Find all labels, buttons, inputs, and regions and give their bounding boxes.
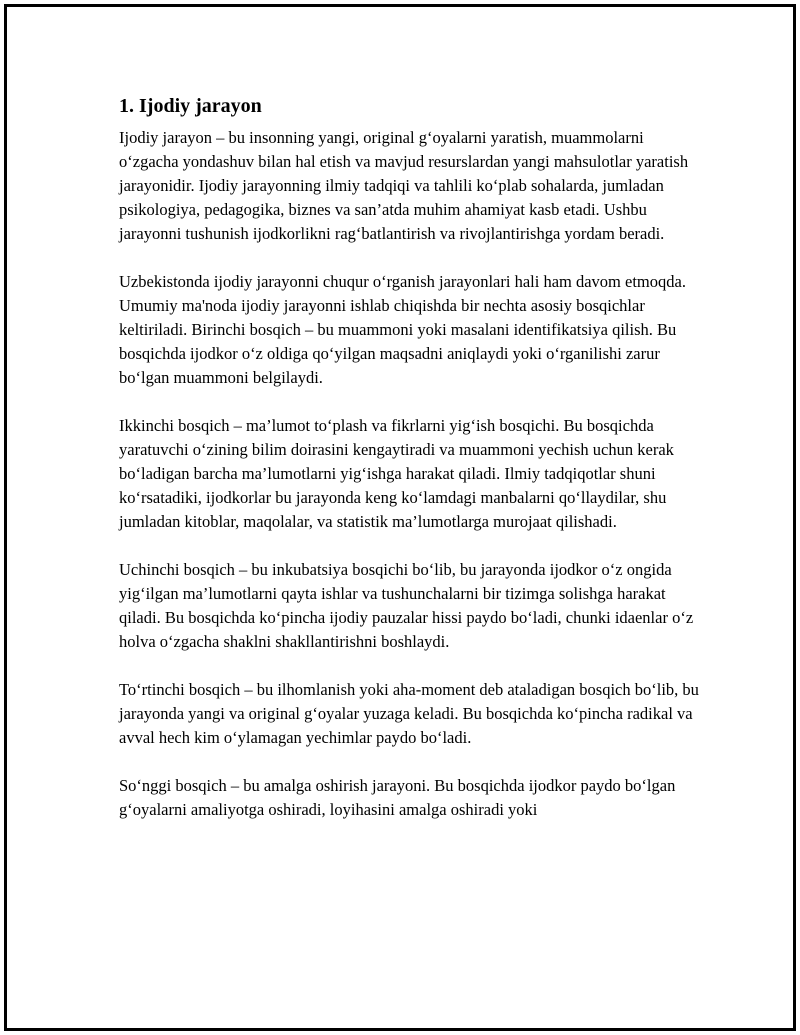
- section-title: 1. Ijodiy jarayon: [119, 95, 262, 117]
- paragraph-4: Uchinchi bosqich – bu inkubatsiya bosqichi bo‘lib, bu jarayonda ijodkor o‘z ongida yig‘ilgan ma’lumotlarni qayta ishlar va tushunchalarni bir tizimga solishga harakat qiladi. Bu bosqichda ko‘pincha ijodiy pauzalar hissi paydo bo‘ladi, chunki idaenlar o‘z holva o‘zgacha shaklni shakllantirishni boshlaydi.: [119, 560, 694, 651]
- paragraph-2: Uzbekistonda ijodiy jarayonni chuqur o‘rganish jarayonlari hali ham davom etmoqda. Umumiy ma'noda ijodiy jarayonni ishlab chiqishda bir nechta asosiy bosqichlar keltiriladi. Birinchi bosqich – bu muammoni yoki masalani identifikatsiya qilish. Bu bosqichda ijodkor o‘z oldiga qo‘yilgan maqsadni aniqlaydi yoki o‘rganilishi zarur bo‘lgan muammoni belgilaydi.: [119, 272, 686, 387]
- paragraph-5: To‘rtinchi bosqich – bu ilhomlanish yoki aha-moment deb ataladigan bosqich bo‘lib, bu jarayonda yangi va original g‘oyalar yuzaga keladi. Bu bosqichda ko‘pincha radikal va avval hech kim o‘ylamagan yechimlar paydo bo‘ladi.: [119, 680, 699, 747]
- paragraph-1: Ijodiy jarayon – bu insonning yangi, original g‘oyalarni yaratish, muammolarni o‘zgacha yondashuv bilan hal etish va mavjud resurslardan yangi mahsulotlar yaratish jarayonidir. Ijodiy jarayonning ilmiy tadqiqi va tahlili ko‘plab sohalarda, jumladan psikologiya, pedagogika, biznes va san’atda muhim ahamiyat kasb etadi. Ushbu jarayonni tushunish ijodkorlikni rag‘batlantirish va rivojlantirishga yordam beradi.: [119, 128, 689, 243]
- paragraph-3: Ikkinchi bosqich – ma’lumot to‘plash va fikrlarni yig‘ish bosqichi. Bu bosqichda yaratuvchi o‘zining bilim doirasini kengaytiradi va muammoni yechish uchun kerak bo‘ladigan barcha ma’lumotlarni yig‘ishga harakat qiladi. Ilmiy tadqiqotlar shuni ko‘rsatadiki, ijodkorlar bu jarayonda keng ko‘lamdagi manbalarni qo‘llaydilar, shu jumladan kitoblar, maqolalar, va statistik ma’lumotlarga murojaat qilishadi.: [119, 416, 674, 531]
- document-body: [119, 92, 699, 846]
- paragraph-6: So‘nggi bosqich – bu amalga oshirish jarayoni. Bu bosqichda ijodkor paydo bo‘lgan g‘oyalarni amaliyotga oshiradi, loyihasini amalga oshiradi yoki: [119, 776, 676, 819]
